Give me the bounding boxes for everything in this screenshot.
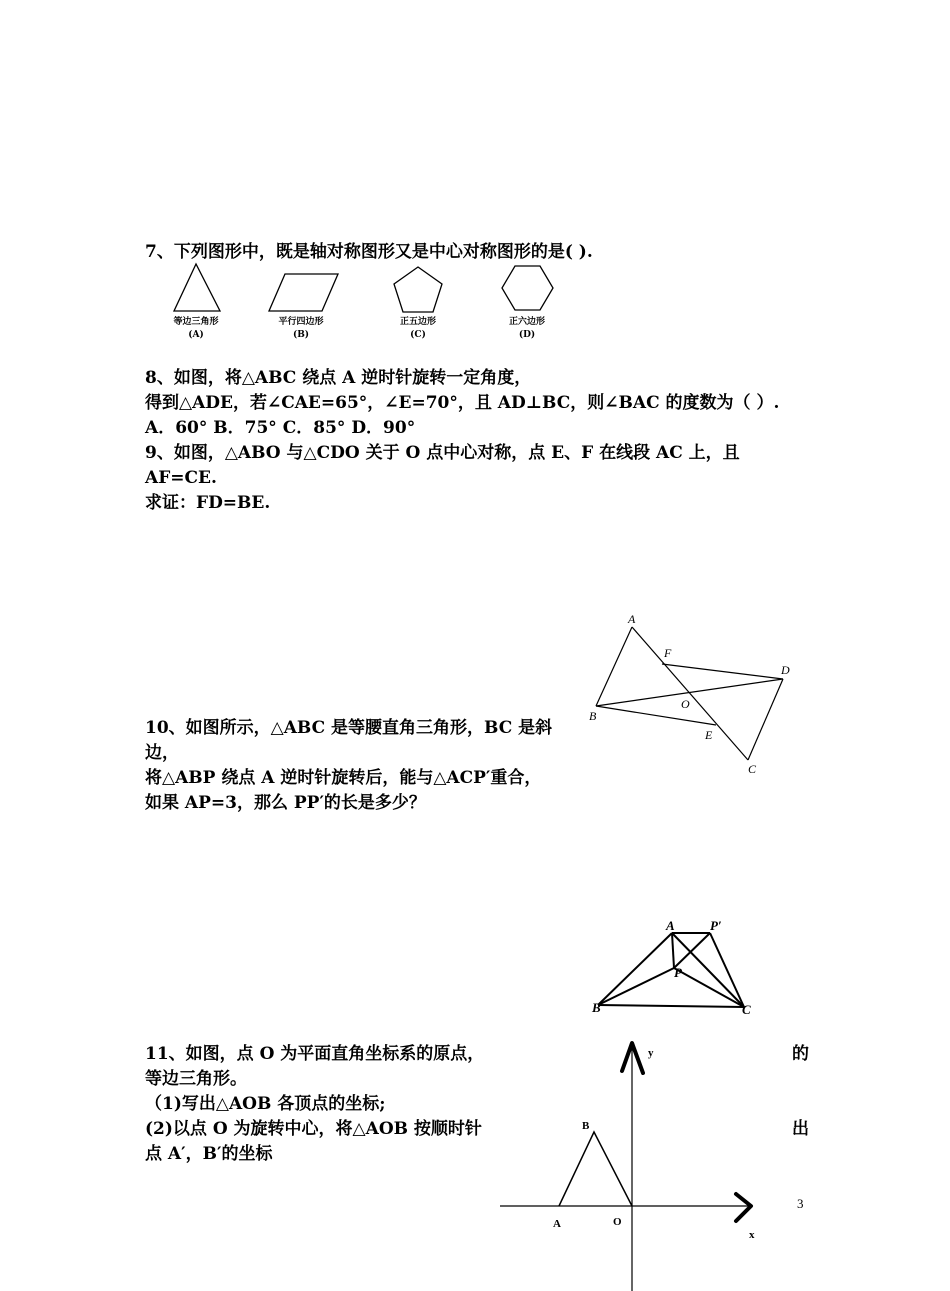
q10-line4: 如果 AP=3，那么 PP′的长是多少？ xyxy=(145,793,426,813)
option-c-letter: (C) xyxy=(410,330,426,340)
q11-label-b: B xyxy=(582,1120,590,1132)
q9-label-d: D xyxy=(781,663,790,677)
q11-label-a: A xyxy=(553,1218,561,1230)
parallelogram-shape xyxy=(269,274,338,311)
q9-line1: 9、如图，△ABO 与△CDO 关于 O 点中心对称，点 E、F 在线段 AC 上，且 xyxy=(145,443,740,463)
q9-label-e: E xyxy=(705,728,713,742)
q8-line1: 8、如图，将△ABC 绕点 A 逆时针旋转一定角度， xyxy=(145,368,532,388)
q9-figure xyxy=(585,610,810,780)
option-c-name: 正五边形 xyxy=(399,317,436,327)
x-axis-arrow xyxy=(736,1194,751,1221)
q11-label-y: y xyxy=(648,1047,654,1059)
q10-label-b: B xyxy=(592,1000,601,1015)
q9-label-f: F xyxy=(664,646,672,660)
option-b-name: 平行四边形 xyxy=(278,317,324,327)
q11-line1-tail: 的 xyxy=(792,1044,809,1064)
q11-line3: （1)写出△AOB 各顶点的坐标; xyxy=(145,1094,386,1114)
q10-label-p-prime: P′ xyxy=(710,918,722,933)
option-d-name: 正六边形 xyxy=(508,317,545,327)
equilateral-triangle-shape xyxy=(174,264,220,311)
q10-label-p: P xyxy=(674,965,682,980)
q10-line1: 10、如图所示，△ABC 是等腰直角三角形，BC 是斜 xyxy=(145,718,553,738)
q10-label-c: C xyxy=(742,1002,751,1017)
q11-line1: 11、如图，点 O 为平面直角坐标系的原点， xyxy=(145,1044,485,1064)
option-d-letter: (D) xyxy=(518,330,536,340)
q11-line4-tail: 出 xyxy=(792,1119,809,1139)
option-a-letter: (A) xyxy=(188,330,204,340)
q9-label-b: B xyxy=(589,709,597,723)
q10-label-a: A xyxy=(666,918,675,933)
regular-pentagon-shape xyxy=(394,267,442,312)
q10-figure xyxy=(580,915,765,1020)
q9-label-a: A xyxy=(628,612,636,626)
q7-shapes xyxy=(165,262,565,317)
q11-coordinate-figure xyxy=(500,1035,792,1291)
regular-hexagon-shape xyxy=(502,266,553,310)
q11-line4: (2)以点 O 为旋转中心，将△AOB 按顺时针 xyxy=(145,1119,482,1139)
triangle-aob xyxy=(559,1132,632,1206)
option-b-letter: (B) xyxy=(292,330,310,340)
q10-line3: 将△ABP 绕点 A 逆时针旋转后，能与△ACP′重合， xyxy=(145,768,542,788)
q9-line3: 求证：FD=BE. xyxy=(145,493,271,513)
q8-line2: 得到△ADE，若∠CAE=65°，∠E=70°，且 AD⊥BC，则∠BAC 的度数为（ ）. xyxy=(145,393,780,413)
q10-line2: 边， xyxy=(145,743,179,763)
q11-label-o: O xyxy=(613,1216,622,1228)
option-a-name: 等边三角形 xyxy=(173,317,219,327)
q9-label-c: C xyxy=(748,762,757,776)
q11-line2: 等边三角形。 xyxy=(145,1069,247,1089)
q7-stem: 7、下列图形中，既是轴对称图形又是中心对称图形的是( ). xyxy=(145,242,593,262)
q11-label-x: x xyxy=(749,1229,755,1241)
q8-choices: A．60° B．75° C．85° D．90° xyxy=(145,418,416,438)
q9-line2: AF=CE. xyxy=(145,468,217,488)
q11-line5: 点 A′，B′的坐标 xyxy=(145,1144,273,1164)
page-number: 3 xyxy=(797,1196,804,1211)
q9-label-o: O xyxy=(681,697,690,711)
